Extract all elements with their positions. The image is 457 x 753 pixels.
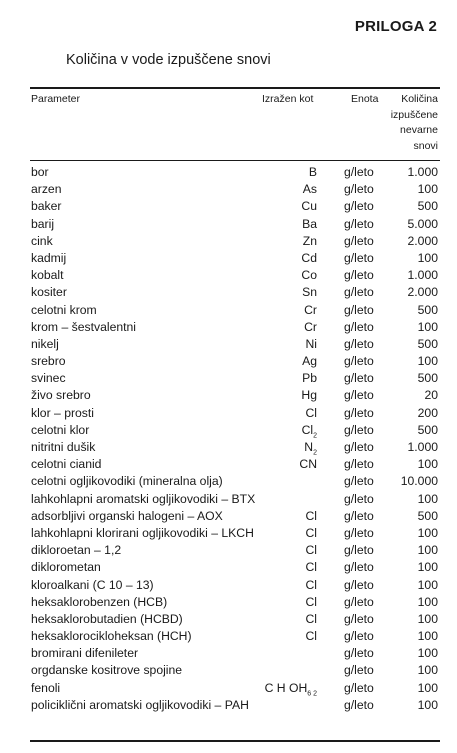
unit-cell: g/leto [344, 250, 374, 265]
parameter-name: arzen [31, 182, 62, 197]
unit-cell: g/leto [344, 371, 374, 386]
expressed-as-symbol: Pb [302, 371, 317, 386]
table-top-rule [30, 87, 440, 89]
expressed-as-symbol: Cl [305, 577, 317, 592]
quantity-cell: 20 [424, 388, 438, 403]
unit-cell: g/leto [344, 285, 374, 300]
quantity-cell: 100 [417, 680, 438, 695]
table-row [0, 302, 457, 319]
quantity-cell: 100 [417, 491, 438, 506]
parameter-name: nitritni dušik [31, 440, 96, 454]
table-row [0, 645, 457, 662]
symbol-subscript: 2 [313, 449, 317, 457]
parameter-name: barij [31, 216, 55, 231]
quantity-cell: 500 [417, 199, 438, 214]
expressed-as-symbol: Cl [305, 629, 317, 644]
expressed-as-symbol: Cl [305, 525, 317, 540]
table-row [0, 439, 457, 456]
header-parameter: Parameter [31, 93, 81, 105]
quantity-cell: 2.000 [407, 285, 438, 300]
table-row [0, 319, 457, 336]
parameter-name: svinec [31, 371, 66, 386]
table-row [0, 198, 457, 215]
parameter-name: celotni ogljikovodiki (mineralna olja) [31, 474, 223, 489]
table-row [0, 559, 457, 576]
quantity-cell: 500 [417, 508, 438, 523]
table-row [0, 594, 457, 611]
quantity-cell: 2.000 [407, 233, 438, 248]
expressed-as-symbol: Co [301, 268, 317, 283]
header-quantity-line: izpuščene [390, 108, 438, 121]
unit-cell: g/leto [344, 216, 374, 231]
parameter-name: cink [31, 233, 53, 248]
table-body [0, 164, 457, 714]
unit-cell: g/leto [344, 422, 374, 437]
quantity-cell: 500 [417, 302, 438, 317]
unit-cell: g/leto [344, 405, 374, 420]
parameter-name: srebro [31, 354, 66, 369]
unit-cell: g/leto [344, 268, 374, 283]
table-row [0, 525, 457, 542]
unit-cell: g/leto [344, 491, 374, 506]
symbol-text: Cl [301, 422, 314, 437]
parameter-name: lahkohlapni aromatski ogljikovodiki – BTX [31, 491, 256, 506]
expressed-as-symbol: Cl [305, 611, 317, 626]
table-row [0, 233, 457, 250]
table-row [0, 181, 457, 198]
unit-cell: g/leto [344, 543, 374, 558]
unit-cell: g/leto [344, 182, 374, 197]
quantity-cell: 500 [417, 336, 438, 351]
table-row [0, 353, 457, 370]
parameter-name: celotni cianid [31, 457, 102, 472]
unit-cell: g/leto [344, 577, 374, 592]
parameter-name: baker [31, 199, 62, 214]
unit-cell: g/leto [344, 336, 374, 351]
quantity-cell: 100 [417, 319, 438, 334]
header-quantity-line: nevarne [400, 124, 438, 136]
unit-cell: g/leto [344, 629, 374, 644]
symbol-text: N [304, 440, 314, 454]
parameter-name: kobalt [31, 268, 64, 283]
symbol-subscript: 6 2 [307, 690, 317, 698]
quantity-cell: 100 [417, 250, 438, 265]
expressed-as-symbol: Cl [305, 405, 317, 420]
quantity-cell: 100 [417, 611, 438, 626]
table-row [0, 697, 457, 714]
parameter-name: kositer [31, 285, 67, 300]
unit-cell: g/leto [344, 354, 374, 369]
quantity-cell: 100 [417, 663, 438, 678]
table-row [0, 284, 457, 301]
quantity-cell: 100 [417, 646, 438, 661]
quantity-cell: 100 [417, 354, 438, 369]
parameter-name: adsorbljivi organski halogeni – AOX [31, 508, 223, 523]
unit-cell: g/leto [344, 474, 374, 489]
quantity-cell: 100 [417, 543, 438, 558]
parameter-name: celotni krom [31, 302, 97, 317]
expressed-as-symbol: Cl [305, 560, 317, 575]
unit-cell: g/leto [344, 663, 374, 678]
table-row [0, 216, 457, 233]
expressed-as-symbol: B [308, 165, 317, 179]
table-row [0, 370, 457, 387]
unit-cell: g/leto [344, 165, 374, 179]
unit-cell: g/leto [344, 302, 374, 317]
parameter-name: diklorometan [31, 560, 101, 575]
unit-cell: g/leto [344, 680, 374, 695]
table-row [0, 456, 457, 473]
table-row [0, 422, 457, 439]
parameter-name: krom – šestvalentni [31, 319, 136, 334]
quantity-cell: 100 [417, 629, 438, 644]
expressed-as-symbol: Cl [305, 543, 317, 558]
quantity-cell: 1.000 [407, 268, 438, 283]
symbol-text: C H OH [264, 680, 308, 695]
parameter-name: heksaklorobutadien (HCBD) [31, 611, 183, 626]
parameter-name: orgdanske kositrove spojine [31, 663, 183, 678]
expressed-as-symbol: Zn [302, 233, 317, 248]
expressed-as-symbol: Ba [302, 216, 317, 231]
header-unit: Enota [351, 93, 379, 105]
quantity-cell: 100 [417, 182, 438, 197]
unit-cell: g/leto [344, 319, 374, 334]
table-row [0, 662, 457, 679]
table-title: Količina v vode izpuščene snovi [66, 52, 271, 68]
table-row [0, 491, 457, 508]
parameter-name: heksaklorobenzen (HCB) [31, 594, 168, 609]
table-row [0, 577, 457, 594]
unit-cell: g/leto [344, 233, 374, 248]
table-bottom-rule [30, 740, 440, 742]
unit-cell: g/leto [344, 525, 374, 540]
header-quantity-line: snovi [413, 139, 438, 152]
quantity-cell: 100 [417, 697, 438, 712]
expressed-as-symbol: Cl [305, 594, 317, 609]
quantity-cell: 100 [417, 594, 438, 609]
parameter-name: klor – prosti [31, 405, 94, 420]
parameter-name: kloroalkani (C 10 – 13) [31, 577, 154, 592]
table-row [0, 473, 457, 490]
expressed-as-symbol: Sn [302, 285, 317, 300]
header-divider-rule [30, 160, 440, 161]
unit-cell: g/leto [344, 697, 374, 712]
symbol-subscript: 2 [313, 432, 317, 440]
unit-cell: g/leto [344, 560, 374, 575]
quantity-cell: 200 [417, 405, 438, 420]
quantity-cell: 100 [417, 457, 438, 472]
expressed-as-symbol: CN [299, 457, 317, 472]
table-row [0, 508, 457, 525]
table-row [0, 611, 457, 628]
parameter-name: fenoli [31, 680, 61, 695]
header-expressed-as: Izražen kot [262, 93, 314, 105]
unit-cell: g/leto [344, 508, 374, 523]
table-row [0, 405, 457, 422]
unit-cell: g/leto [344, 646, 374, 661]
expressed-as-symbol: Cl [305, 508, 317, 523]
expressed-as-symbol: Cr [304, 319, 317, 334]
parameter-name: kadmij [31, 250, 67, 265]
table-row [0, 387, 457, 404]
table-row [0, 628, 457, 645]
parameter-name: dikloroetan – 1,2 [31, 543, 122, 558]
table-row [0, 336, 457, 353]
table-row [0, 680, 457, 697]
quantity-cell: 5.000 [407, 216, 438, 231]
expressed-as-symbol: As [302, 182, 317, 197]
unit-cell: g/leto [344, 388, 374, 403]
parameter-name: celotni klor [31, 422, 90, 437]
quantity-cell: 100 [417, 577, 438, 592]
table-row [0, 164, 457, 181]
unit-cell: g/leto [344, 199, 374, 214]
expressed-as-symbol: Cu [301, 199, 317, 214]
parameter-name: živo srebro [31, 388, 91, 403]
header-quantity-line: Količina [401, 93, 438, 105]
header-quantity [391, 92, 438, 154]
annex-label: PRILOGA 2 [354, 18, 437, 35]
table-row [0, 267, 457, 284]
quantity-cell: 100 [417, 560, 438, 575]
quantity-cell: 10.000 [400, 474, 438, 489]
expressed-as-symbol: Cr [304, 302, 317, 317]
parameter-name: bromirani difenileter [31, 646, 139, 661]
expressed-as-symbol: Cd [301, 250, 317, 265]
quantity-cell: 1.000 [407, 440, 438, 454]
quantity-cell: 500 [417, 371, 438, 386]
unit-cell: g/leto [344, 457, 374, 472]
unit-cell: g/leto [344, 440, 374, 454]
unit-cell: g/leto [344, 611, 374, 626]
unit-cell: g/leto [344, 594, 374, 609]
parameter-name: policiklični aromatski ogljikovodiki – PAH [31, 697, 249, 712]
table-row [0, 542, 457, 559]
parameter-name: lahkohlapni klorirani ogljikovodiki – LKCH [31, 525, 254, 540]
parameter-name: nikelj [31, 336, 59, 351]
expressed-as-symbol: Hg [301, 388, 317, 403]
expressed-as-symbol: Ag [302, 354, 317, 369]
parameter-name: bor [31, 165, 49, 179]
quantity-cell: 100 [417, 525, 438, 540]
expressed-as-symbol: Ni [305, 336, 317, 351]
quantity-cell: 500 [417, 422, 438, 437]
table-row [0, 250, 457, 267]
quantity-cell: 1.000 [407, 165, 438, 179]
parameter-name: heksaklorocikloheksan (HCH) [31, 629, 192, 644]
